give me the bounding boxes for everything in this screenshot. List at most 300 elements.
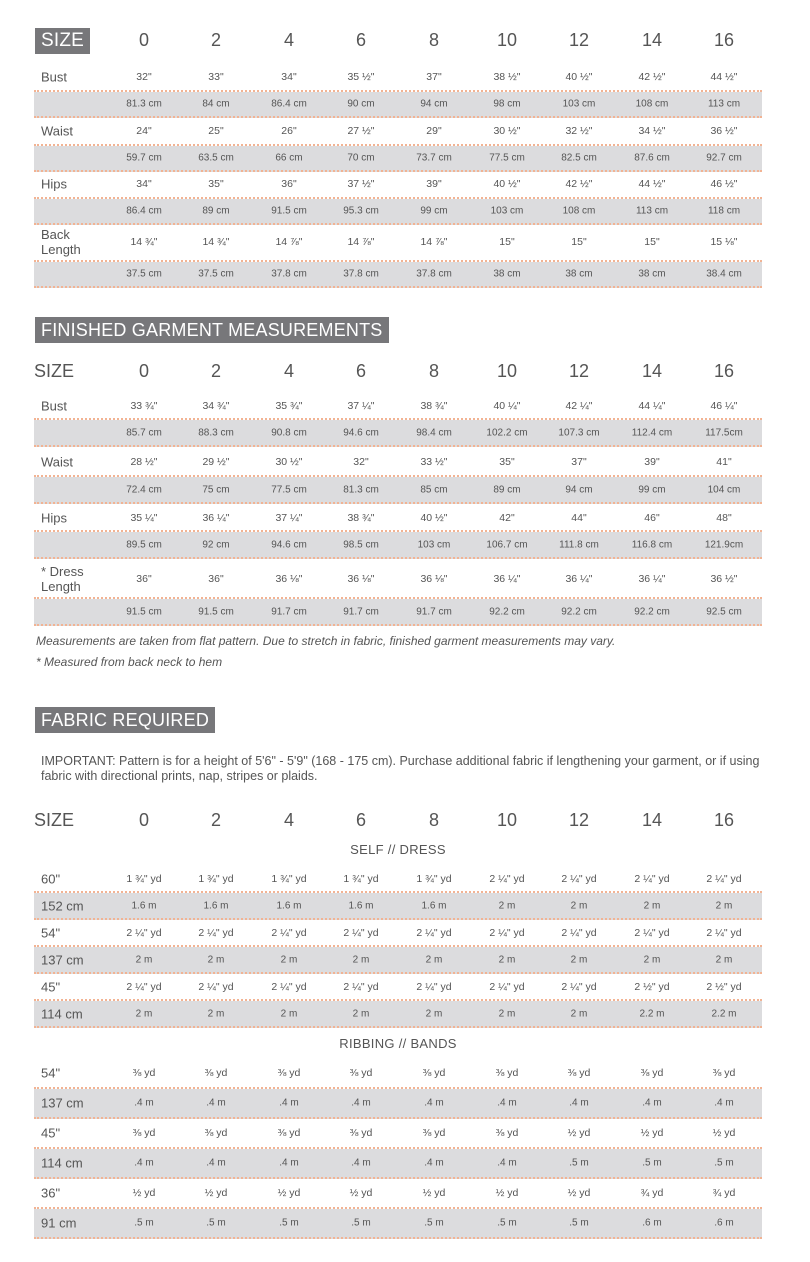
row-label: Bust — [41, 398, 68, 414]
size-column-header: 14 — [641, 810, 663, 830]
table-cell: 40 ¼" — [493, 400, 521, 412]
table-cell: 2 m — [498, 1008, 516, 1019]
table-cell: ½ yd — [567, 1127, 591, 1139]
table-cell: 59.7 cm — [126, 152, 162, 164]
table-cell: 26" — [281, 125, 297, 137]
table-cell: .4 m — [424, 1157, 444, 1169]
size-column-header: 10 — [496, 810, 518, 830]
size-column-header: 16 — [713, 810, 735, 830]
table-cell: 102.2 cm — [486, 427, 528, 438]
table-cell: 92.7 cm — [706, 152, 742, 164]
size-column-header: 8 — [428, 361, 439, 381]
table-cell: 15" — [644, 236, 660, 248]
table-cell: 1 ¾" yd — [198, 872, 234, 885]
table-cell: 25" — [208, 125, 224, 137]
table-cell: .5 m — [569, 1217, 589, 1229]
size-column-header: 12 — [568, 361, 590, 381]
table-cell: 35" — [208, 178, 224, 190]
table-cell: 2 m — [498, 954, 516, 965]
table-cell: 42 ½" — [565, 178, 593, 190]
size-column-header: 0 — [138, 361, 149, 381]
row-label: 36" — [41, 1185, 61, 1201]
table-cell: 37" — [571, 456, 587, 468]
size-column-header: 6 — [355, 30, 366, 50]
table-cell: 41" — [716, 456, 732, 468]
table-cell: 30 ½" — [275, 456, 303, 468]
table-cell: 2 m — [280, 954, 298, 965]
table-cell: ¾ yd — [712, 1187, 736, 1199]
table-cell: ½ yd — [422, 1187, 446, 1199]
table-cell: 44" — [571, 511, 587, 524]
ribbing-row — [34, 1089, 762, 1119]
row-label: 137 cm — [41, 1095, 84, 1111]
table-cell: .4 m — [714, 1097, 734, 1109]
table-cell: 72.4 cm — [126, 484, 162, 495]
table-cell: 2 ¼" yd — [271, 926, 307, 939]
table-cell: 91.7 cm — [343, 606, 379, 617]
table-cell: 89.5 cm — [126, 539, 162, 550]
table-cell: 2 m — [207, 1008, 225, 1019]
important-note: IMPORTANT: Pattern is for a height of 5'6" - 5'9" (168 - 175 cm). Purchase additional fabric if lengthening your garment, or if using fabric with directional prints, nap, stripes or plaids. — [41, 754, 760, 783]
table-cell: .4 m — [497, 1157, 517, 1169]
finished-row-cm — [34, 477, 762, 504]
fabric-row — [34, 866, 762, 893]
table-cell: 38 ¾" — [420, 400, 448, 412]
table-cell: 121.9cm — [704, 539, 744, 550]
ribbing-bands-heading: RIBBING // BANDS — [339, 1036, 457, 1051]
table-cell: 106.7 cm — [486, 539, 528, 550]
table-cell: 39" — [644, 456, 660, 468]
table-cell: 85 cm — [420, 484, 448, 495]
ribbing-row — [34, 1179, 762, 1209]
table-cell: 2 ½" yd — [706, 980, 742, 993]
table-cell: 35 ¼" — [130, 511, 158, 524]
ribbing-row — [34, 1209, 762, 1239]
table-cell: 42" — [499, 511, 515, 524]
table-cell: 92 cm — [202, 539, 230, 550]
table-cell: 94 cm — [420, 98, 448, 110]
finished-row-cm — [34, 420, 762, 447]
table-cell: 37.8 cm — [343, 268, 379, 280]
table-cell: 44 ½" — [638, 178, 666, 190]
table-cell: 36 ½" — [710, 572, 738, 585]
table-cell: 46" — [644, 511, 660, 524]
table-cell: .5 m — [206, 1217, 226, 1229]
table-cell: ½ yd — [712, 1127, 736, 1139]
table-cell: 108 cm — [562, 205, 596, 217]
table-cell: 98 cm — [493, 98, 521, 110]
table-cell: 2 ¼" yd — [489, 926, 525, 939]
table-cell: ⅜ yd — [277, 1067, 301, 1079]
table-cell: 2 ¼" yd — [343, 926, 379, 939]
table-cell: 14 ⅞" — [420, 236, 448, 248]
table-cell: 2 ¼" yd — [271, 980, 307, 993]
row-label: 114 cm — [41, 1155, 83, 1171]
table-cell: 2.2 m — [711, 1008, 737, 1019]
table-cell: 82.5 cm — [561, 152, 597, 164]
table-cell: 2 m — [715, 954, 733, 965]
table-cell: 2 m — [135, 954, 153, 965]
table-cell: 92.2 cm — [561, 606, 597, 617]
table-cell: ⅜ yd — [712, 1067, 736, 1079]
table-cell: .4 m — [134, 1097, 154, 1109]
table-cell: 36" — [136, 572, 152, 585]
table-cell: .4 m — [279, 1097, 299, 1109]
table-cell: 37 ¼" — [347, 400, 375, 412]
table-cell: 24" — [136, 125, 152, 137]
table-cell: 91.5 cm — [198, 606, 234, 617]
table-cell: 113 cm — [707, 98, 741, 110]
table-cell: 2 m — [280, 1008, 298, 1019]
table-cell: 36 ¼" — [638, 572, 666, 585]
table-cell: 2 ¼" yd — [706, 926, 742, 939]
table-cell: 77.5 cm — [271, 484, 307, 495]
table-cell: 2 ¼" yd — [416, 926, 452, 939]
table-cell: 1 ¾" yd — [271, 872, 307, 885]
row-label: 137 cm — [41, 952, 84, 967]
table-cell: 92.2 cm — [489, 606, 525, 617]
table-cell: 87.6 cm — [634, 152, 670, 164]
table-cell: 46 ½" — [710, 178, 738, 190]
table-cell: 1 ¾" yd — [126, 872, 162, 885]
table-cell: 2 m — [570, 900, 588, 911]
table-cell: 36 ¼" — [202, 511, 230, 524]
table-cell: 33" — [208, 71, 224, 83]
table-cell: 91.7 cm — [416, 606, 452, 617]
ribbing-row — [34, 1119, 762, 1149]
table-cell: .5 m — [279, 1217, 299, 1229]
size-column-header: 16 — [713, 361, 735, 381]
table-cell: 14 ⅞" — [275, 236, 303, 248]
table-cell: 81.3 cm — [126, 98, 162, 110]
size-column-header: 12 — [568, 30, 590, 50]
table-cell: 81.3 cm — [343, 484, 379, 495]
table-cell: 1.6 m — [421, 900, 447, 911]
fabric-row — [34, 974, 762, 1001]
table-cell: 94.6 cm — [271, 539, 307, 550]
table-cell: 29" — [426, 125, 442, 137]
table-cell: 85.7 cm — [126, 427, 162, 438]
row-label: Waist — [41, 454, 74, 470]
table-cell: ⅜ yd — [204, 1067, 228, 1079]
table-cell: ⅜ yd — [132, 1067, 156, 1079]
fabric-row — [34, 947, 762, 974]
table-cell: 2 ¼" yd — [416, 980, 452, 993]
table-cell: 33 ¾" — [130, 400, 158, 412]
table-cell: 2.2 m — [639, 1008, 665, 1019]
size-column-header: 0 — [138, 810, 149, 830]
table-cell: 46 ¼" — [710, 400, 738, 412]
table-cell: 89 cm — [202, 205, 230, 217]
size-column-header: 14 — [641, 30, 663, 50]
table-cell: 90 cm — [347, 98, 375, 110]
table-cell: 111.8 cm — [559, 539, 599, 550]
size-column-header: 14 — [641, 361, 663, 381]
table-cell: 116.8 cm — [631, 539, 673, 550]
table-cell: 2 ¼" yd — [126, 980, 162, 993]
finished-size-header-row — [0, 361, 810, 387]
table-cell: .5 m — [497, 1217, 517, 1229]
table-cell: 92.5 cm — [706, 606, 742, 617]
table-cell: 37" — [426, 71, 442, 83]
measurement-row-cm — [34, 92, 762, 118]
table-cell: 38 cm — [565, 268, 593, 280]
size-column-header: 2 — [210, 30, 221, 50]
table-cell: 2 ¼" yd — [561, 872, 597, 885]
table-cell: 34" — [281, 71, 297, 83]
table-cell: .4 m — [279, 1157, 299, 1169]
row-label: 152 cm — [41, 898, 84, 913]
table-cell: 2 m — [352, 1008, 370, 1019]
table-cell: 2 ¼" yd — [706, 872, 742, 885]
row-label: * Dress Length — [41, 563, 84, 594]
table-cell: 1.6 m — [276, 900, 302, 911]
table-cell: 103 cm — [417, 539, 451, 550]
table-cell: ⅜ yd — [132, 1127, 156, 1139]
table-cell: 2 m — [570, 954, 588, 965]
table-cell: 108 cm — [635, 98, 669, 110]
table-cell: 91.5 cm — [271, 205, 307, 217]
table-cell: 15" — [499, 236, 515, 248]
table-cell: 2 m — [425, 1008, 443, 1019]
table-cell: 32" — [136, 71, 152, 83]
size-column-header: 10 — [496, 30, 518, 50]
size-column-header: 2 — [210, 810, 221, 830]
finished-size-label: SIZE — [34, 361, 75, 381]
dress-length-note: * Measured from back neck to hem — [36, 655, 223, 669]
row-label: 54" — [41, 1065, 61, 1081]
table-cell: 44 ¼" — [638, 400, 666, 412]
table-cell: ⅜ yd — [495, 1127, 519, 1139]
table-cell: 1.6 m — [348, 900, 374, 911]
row-label: 91 cm — [41, 1215, 77, 1231]
table-cell: 99 cm — [638, 484, 666, 495]
finished-row-inches — [34, 449, 762, 477]
table-cell: 94.6 cm — [343, 427, 379, 438]
measurement-row-inches — [34, 171, 762, 199]
table-cell: 36 ¼" — [565, 572, 593, 585]
table-cell: 44 ½" — [710, 71, 738, 83]
table-cell: 42 ½" — [638, 71, 666, 83]
finished-row-inches — [34, 560, 762, 599]
table-cell: 2 ¼" yd — [198, 980, 234, 993]
table-cell: ⅜ yd — [277, 1127, 301, 1139]
table-cell: 95.3 cm — [343, 205, 379, 217]
row-label: 54" — [41, 925, 61, 940]
table-cell: .4 m — [497, 1097, 517, 1109]
table-cell: 92.2 cm — [634, 606, 670, 617]
table-cell: .5 m — [424, 1217, 444, 1229]
row-label: 45" — [41, 1125, 61, 1141]
table-cell: 75 cm — [202, 484, 230, 495]
table-cell: .5 m — [714, 1157, 734, 1169]
table-cell: 94 cm — [565, 484, 593, 495]
table-cell: 37.8 cm — [416, 268, 452, 280]
table-cell: 2 ¼" yd — [561, 980, 597, 993]
table-cell: 77.5 cm — [489, 152, 525, 164]
row-label: Back Length — [41, 227, 81, 257]
table-cell: ¾ yd — [640, 1187, 664, 1199]
table-cell: 2 m — [570, 1008, 588, 1019]
table-cell: .5 m — [569, 1157, 589, 1169]
size-column-header: 2 — [210, 361, 221, 381]
size-chart-tag: SIZE — [35, 28, 90, 54]
table-cell: 35 ½" — [347, 71, 375, 83]
finished-garment-tag: FINISHED GARMENT MEASUREMENTS — [35, 317, 389, 343]
table-cell: 98.5 cm — [343, 539, 379, 550]
table-cell: 36" — [281, 178, 297, 190]
finished-row-cm — [34, 532, 762, 559]
table-cell: ⅜ yd — [422, 1127, 446, 1139]
finished-row-inches — [34, 394, 762, 420]
table-cell: 40 ½" — [420, 511, 448, 524]
ribbing-row — [34, 1149, 762, 1179]
table-cell: 2 m — [643, 954, 661, 965]
size-column-header: 8 — [428, 810, 439, 830]
table-cell: 118 cm — [707, 205, 741, 217]
table-cell: 36 ⅛" — [347, 572, 375, 585]
measurement-row-cm — [34, 262, 762, 288]
table-cell: 37 ½" — [347, 178, 375, 190]
table-cell: ⅜ yd — [204, 1127, 228, 1139]
table-cell: 29 ½" — [202, 456, 230, 468]
row-label: Waist — [41, 123, 74, 139]
table-cell: .5 m — [642, 1157, 662, 1169]
table-cell: 90.8 cm — [271, 427, 307, 438]
table-cell: .4 m — [569, 1097, 589, 1109]
table-cell: 88.3 cm — [198, 427, 234, 438]
table-cell: 73.7 cm — [416, 152, 452, 164]
table-cell: 98.4 cm — [416, 427, 452, 438]
table-cell: 1 ¾" yd — [343, 872, 379, 885]
table-cell: ⅜ yd — [495, 1067, 519, 1079]
table-cell: 91.7 cm — [271, 606, 307, 617]
size-column-header: 4 — [283, 810, 294, 830]
table-cell: 2 ¼" yd — [489, 980, 525, 993]
table-cell: 34 ½" — [638, 125, 666, 137]
table-cell: 104 cm — [707, 484, 741, 495]
table-cell: 1 ¾" yd — [416, 872, 452, 885]
table-cell: 37.8 cm — [271, 268, 307, 280]
table-cell: .6 m — [642, 1217, 662, 1229]
table-cell: 66 cm — [275, 152, 303, 164]
table-cell: 35" — [499, 456, 515, 468]
table-cell: 2 m — [425, 954, 443, 965]
table-cell: 86.4 cm — [126, 205, 162, 217]
table-cell: 2 ¼" yd — [634, 926, 670, 939]
table-cell: 2 m — [207, 954, 225, 965]
table-cell: 2 ¼" yd — [489, 872, 525, 885]
row-label: 60" — [41, 871, 61, 886]
table-cell: 40 ½" — [493, 178, 521, 190]
table-cell: .4 m — [351, 1157, 371, 1169]
table-cell: ⅜ yd — [349, 1127, 373, 1139]
table-cell: 99 cm — [420, 205, 448, 217]
table-cell: 27 ½" — [347, 125, 375, 137]
size-column-header: 6 — [355, 361, 366, 381]
table-cell: 14 ⅞" — [347, 236, 375, 248]
table-cell: .6 m — [714, 1217, 734, 1229]
table-cell: 112.4 cm — [631, 427, 673, 438]
row-label: Bust — [41, 69, 68, 85]
table-cell: 37.5 cm — [126, 268, 162, 280]
table-cell: 89 cm — [493, 484, 521, 495]
fabric-size-header-row — [0, 810, 810, 836]
size-column-header: 16 — [713, 30, 735, 50]
table-cell: 39" — [426, 178, 442, 190]
table-cell: ½ yd — [640, 1127, 664, 1139]
table-cell: 36 ¼" — [493, 572, 521, 585]
table-cell: 2 m — [498, 900, 516, 911]
measurement-row-inches — [34, 64, 762, 92]
table-cell: 15 ⅛" — [710, 236, 738, 248]
table-cell: 30 ½" — [493, 125, 521, 137]
table-cell: 2 ¼" yd — [343, 980, 379, 993]
fabric-size-label: SIZE — [34, 810, 75, 830]
table-cell: 107.3 cm — [558, 427, 600, 438]
table-cell: 36 ½" — [710, 125, 738, 137]
table-cell: 14 ¾" — [202, 236, 230, 248]
table-cell: 36 ⅛" — [420, 572, 448, 585]
size-column-header: 12 — [568, 810, 590, 830]
fabric-row — [34, 1001, 762, 1028]
table-cell: 32" — [353, 456, 369, 468]
table-cell: 37 ¼" — [275, 511, 303, 524]
table-cell: 38 cm — [638, 268, 666, 280]
table-cell: ½ yd — [132, 1187, 156, 1199]
finished-row-cm — [34, 599, 762, 626]
table-cell: 15" — [571, 236, 587, 248]
table-cell: ½ yd — [567, 1187, 591, 1199]
size-column-header: 6 — [355, 810, 366, 830]
table-cell: 35 ¾" — [275, 400, 303, 412]
table-cell: 28 ½" — [130, 456, 158, 468]
measurement-row-inches — [34, 224, 762, 262]
table-cell: 2 ¼" yd — [561, 926, 597, 939]
table-cell: 117.5cm — [705, 427, 743, 438]
table-cell: 70 cm — [347, 152, 375, 164]
table-cell: ½ yd — [495, 1187, 519, 1199]
row-label: Hips — [41, 510, 68, 525]
table-cell: 33 ½" — [420, 456, 448, 468]
flat-pattern-note: Measurements are taken from flat pattern. Due to stretch in fabric, finished garment measurements may vary. — [36, 634, 616, 648]
table-cell: ½ yd — [204, 1187, 228, 1199]
measurement-row-cm — [34, 146, 762, 172]
table-cell: .5 m — [134, 1217, 154, 1229]
row-label: 114 cm — [41, 1006, 83, 1021]
table-cell: ½ yd — [277, 1187, 301, 1199]
table-cell: 48" — [716, 511, 732, 524]
table-cell: .4 m — [206, 1157, 226, 1169]
table-cell: 32 ½" — [565, 125, 593, 137]
table-cell: 84 cm — [202, 98, 230, 110]
table-cell: ⅜ yd — [422, 1067, 446, 1079]
table-cell: 2 m — [715, 900, 733, 911]
measurement-row-inches — [34, 118, 762, 146]
table-cell: .4 m — [424, 1097, 444, 1109]
table-cell: 113 cm — [635, 205, 669, 217]
table-cell: ⅜ yd — [349, 1067, 373, 1079]
table-cell: ⅜ yd — [567, 1067, 591, 1079]
size-column-header: 0 — [138, 30, 149, 50]
table-cell: 103 cm — [490, 205, 524, 217]
table-cell: .4 m — [206, 1097, 226, 1109]
table-cell: 2 ¼" yd — [126, 926, 162, 939]
table-cell: 37.5 cm — [198, 268, 234, 280]
table-cell: 34" — [136, 178, 152, 190]
fabric-row — [34, 893, 762, 920]
size-column-header: 10 — [496, 361, 518, 381]
